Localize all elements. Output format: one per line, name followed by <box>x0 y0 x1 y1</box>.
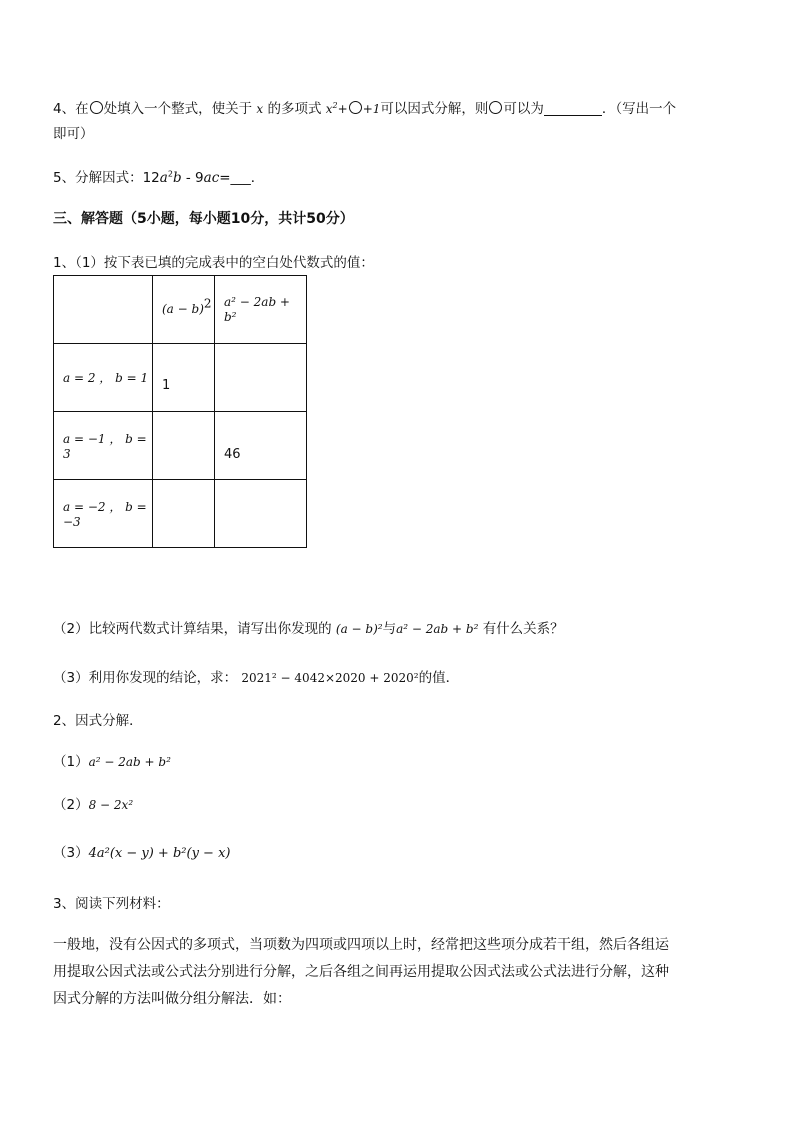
table-cell: 1 <box>153 344 215 412</box>
sub2-expr: a² − 2ab + b² <box>396 622 479 636</box>
table-cell[interactable] <box>215 480 307 548</box>
table-row-label: a = −2 ， b = −3 <box>54 480 153 548</box>
sub3-expr: 2021² − 4042×2020 + 2020² <box>241 671 419 685</box>
q5-var: ac <box>203 170 220 186</box>
problem-2-item-2 <box>53 795 133 815</box>
q4-text: 可以为 <box>503 101 544 117</box>
table-header-cell <box>215 276 307 344</box>
problem-1-sub-2 <box>53 619 564 639</box>
q5-text: =___． <box>219 170 265 186</box>
q4-polynomial: $x^2+ +1$ <box>325 101 381 116</box>
q5-text: - 9 <box>181 170 204 186</box>
question-4-line-1 <box>53 99 676 119</box>
sub2-text: 有什么关系？ <box>482 621 564 637</box>
q5-var: b <box>172 170 182 186</box>
table-row-label: a = −1 ， b = 3 <box>54 412 153 480</box>
q5-exp: 2 <box>167 169 173 179</box>
q4-text: 4、在 <box>53 101 89 117</box>
section-3-heading: 三、解答题（5小题，每小题10分，共计50分） <box>53 211 354 227</box>
q4-variable: x <box>256 102 264 116</box>
table-corner-cell <box>54 276 153 344</box>
item-label: （3） <box>53 845 89 861</box>
answer-blank[interactable] <box>544 101 602 116</box>
table-header-cell <box>153 276 215 344</box>
item-label: （2） <box>53 797 89 813</box>
q4-text: ．（写出一个 <box>601 101 677 117</box>
question-4-line-2: 即可） <box>53 126 94 142</box>
circle-placeholder-icon <box>90 101 103 114</box>
table-cell[interactable] <box>153 412 215 480</box>
table-cell[interactable] <box>153 480 215 548</box>
circle-placeholder-icon <box>349 101 362 114</box>
value-table <box>53 275 307 548</box>
header-expr: (a − b) <box>162 302 204 316</box>
table-cell: 46 <box>215 412 307 480</box>
table-cell[interactable] <box>215 344 307 412</box>
paragraph-line: 一般地，没有公因式的多项式，当项数为四项或四项以上时，经常把这些项分成若干组，然后各组运 <box>53 937 669 953</box>
sub3-text: （3）利用你发现的结论，求： <box>53 670 238 686</box>
circle-placeholder-icon <box>489 101 502 114</box>
q5-var: a <box>159 170 168 186</box>
sub2-expr: (a − b)² <box>335 622 383 636</box>
q4-text: 的多项式 <box>267 101 322 117</box>
header-exp: 2 <box>203 296 212 311</box>
problem-1-intro: 1、（1）按下表已填的完成表中的空白处代数式的值： <box>53 255 374 271</box>
table-row-label: a = 2 ， b = 1 <box>54 344 153 412</box>
sub2-text: 与 <box>382 621 397 637</box>
problem-2-item-1 <box>53 752 171 772</box>
problem-2-item-3 <box>53 843 230 864</box>
sub3-text: 的值． <box>418 670 460 686</box>
item-label: （1） <box>53 754 89 770</box>
item-expr: 8 − 2x² <box>88 798 134 812</box>
problem-3-intro: 3、阅读下列材料： <box>53 896 170 912</box>
item-expr: a² − 2ab + b² <box>88 755 171 769</box>
paragraph-line: 用提取公因式法或公式法分别进行分解，之后各组之间再运用提取公因式法或公式法进行分解，这种 <box>53 964 669 980</box>
question-5 <box>53 168 264 188</box>
header-expr: a² − 2ab + b² <box>224 294 290 324</box>
sub2-text: （2）比较两代数式计算结果，请写出你发现的 <box>53 621 332 637</box>
q4-text: 处填入一个整式，使关于 <box>103 101 253 117</box>
item-expr: 4a²(x − y) + b²(y − x) <box>88 846 231 861</box>
paragraph-line: 因式分解的方法叫做分组分解法．如： <box>53 991 291 1007</box>
problem-1-sub-3 <box>53 668 459 688</box>
problem-3-paragraph <box>53 932 743 1013</box>
q4-text: 可以因式分解，则 <box>380 101 489 117</box>
problem-2-intro: 2、因式分解． <box>53 713 143 729</box>
q5-text: 5、分解因式：12 <box>53 170 160 186</box>
